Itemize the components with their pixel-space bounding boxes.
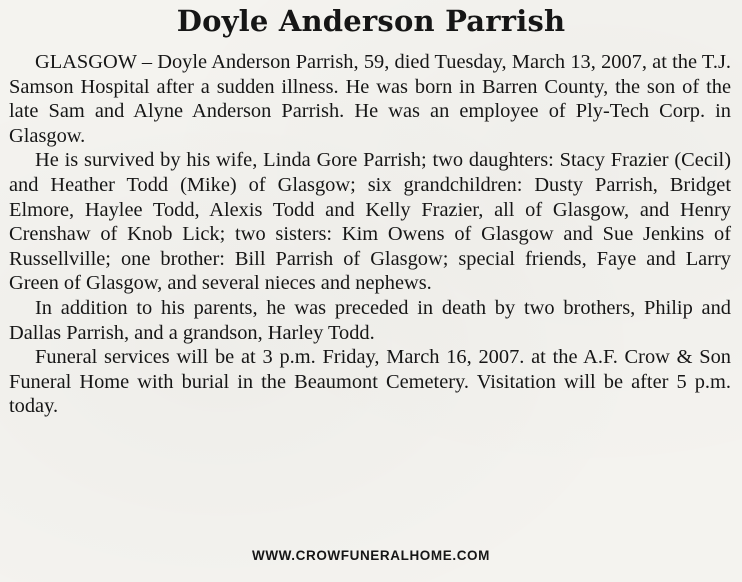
funeral-home-website: WWW.CROWFUNERALHOME.COM [251,548,490,563]
paragraph-survivors: He is survived by his wife, Linda Gore Parrish; two daughters: Stacy Frazier (Cecil) and Heather Todd (Mike) of Glasgow; six grandchildren: Dusty Parrish, Bridget Elmore, Haylee Todd, Alexis Todd and Kelly Frazier, all of Glasgow, and Henry Crenshaw of Knob Lick; two sisters: Kim Owens of Glasgow and Sue Jenkins of Russellville; one brother: Bill Parrish of Glasgow; special friends, Faye and Larry Green of Glasgow, and several nieces and nephews. [9,149,731,295]
obituary-title: Doyle Anderson Parrish [176,4,566,38]
obituary-body [9,50,731,419]
paragraph-preceded: In addition to his parents, he was preceded in death by two brothers, Philip and Dallas Parrish, and a grandson, Harley Todd. [9,296,731,344]
paragraph-services: Funeral services will be at 3 p.m. Friday, March 16, 2007. at the A.F. Crow & Son Funeral Home with burial in the Beaumont Cemetery. Visitation will be after 5 p.m. today. [9,346,731,418]
paragraph-death-notice: GLASGOW – Doyle Anderson Parrish, 59, died Tuesday, March 13, 2007, at the T.J. Samson Hospital after a sudden illness. He was born in Barren County, the son of the late Sam and Alyne Anderson Parrish. He was an employee of Ply-Tech Corp. in Glasgow. [9,51,731,147]
